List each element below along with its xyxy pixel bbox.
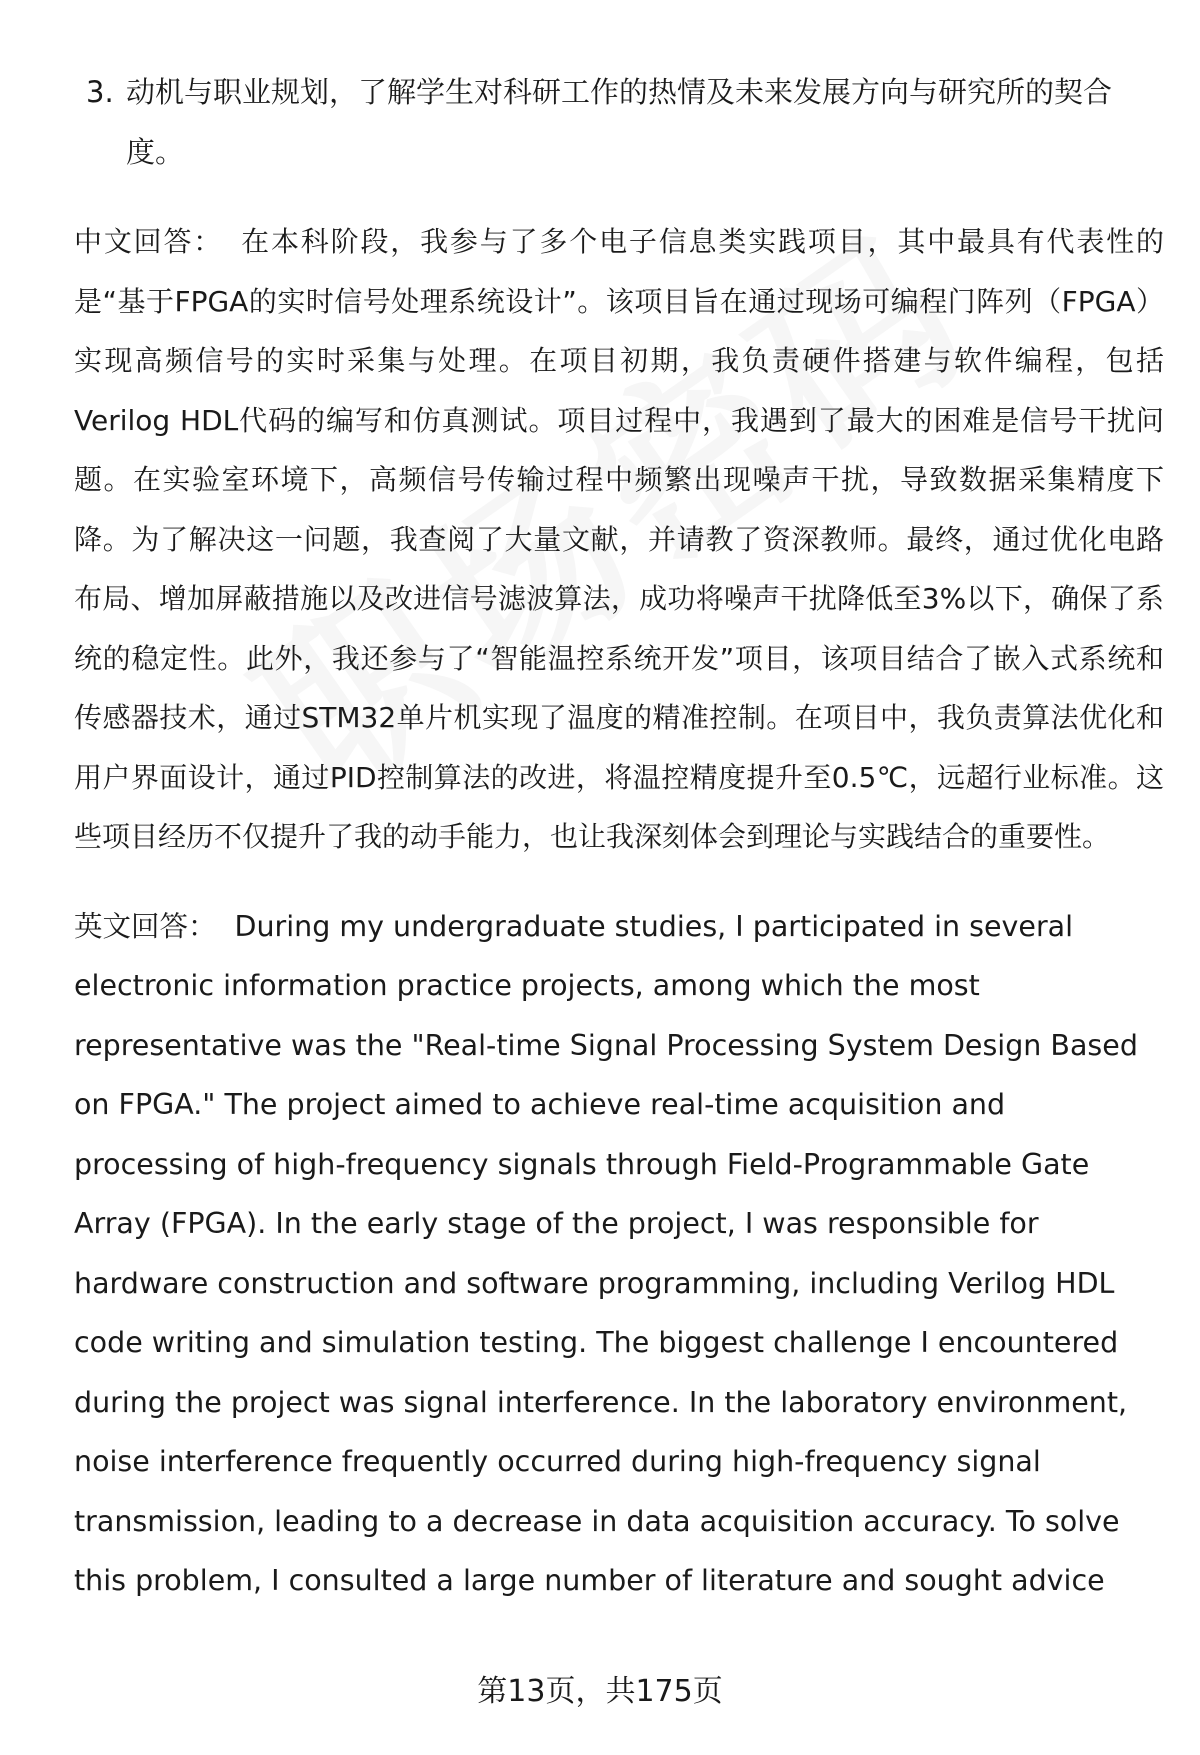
chinese-answer-label: 中文回答：	[74, 225, 224, 258]
english-answer-label: 英文回答：	[74, 909, 217, 943]
page-footer: 第13页，共175页	[477, 1674, 723, 1709]
question-text: 动机与职业规划，了解学生对科研工作的热情及未来发展方向与研究所的契合度。	[126, 75, 1113, 169]
question-item-3	[74, 62, 1164, 182]
english-answer-text: During my undergraduate studies, I participated in several electronic information practice projects, among which the most representative was the "Real-time Signal Processing System Design Based on FPGA." The project aimed to achieve real-time acquisition and processing of high-frequency signals through Field-Programmable Gate Array (FPGA). In the early stage of the project, I was responsible for hardware construction and software programming, including Verilog HDL code writing and simulation testing. The biggest challenge I encountered during the project was signal interference. In the laboratory environment, noise interference frequently occurred during high-frequency signal transmission, leading to a decrease in data acquisition accuracy. To solve this problem, I consulted a large number of literature and sought advice	[74, 909, 1138, 1597]
question-number: 3.	[86, 75, 114, 109]
chinese-answer-paragraph	[74, 212, 1164, 867]
english-answer-paragraph	[74, 897, 1164, 1611]
document-body	[74, 62, 1164, 1641]
chinese-answer-text: 在本科阶段，我参与了多个电子信息类实践项目，其中最具有代表性的是“基于FPGA的实时信号处理系统设计”。该项目旨在通过现场可编程门阵列（FPGA）实现高频信号的实时采集与处理。在项目初期，我负责硬件搭建与软件编程，包括Verilog HDL代码的编写和仿真测试。项目过程中，我遇到了最大的困难是信号干扰问题。在实验室环境下，高频信号传输过程中频繁出现噪声干扰，导致数据采集精度下降。为了解决这一问题，我查阅了大量文献，并请教了资深教师。最终，通过优化电路布局、增加屏蔽措施以及改进信号滤波算法，成功将噪声干扰降低至3%以下，确保了系统的稳定性。此外，我还参与了“智能温控系统开发”项目，该项目结合了嵌入式系统和传感器技术，通过STM32单片机实现了温度的精准控制。在项目中，我负责算法优化和用户界面设计，通过PID控制算法的改进，将温控精度提升至0.5℃，远超行业标准。这些项目经历不仅提升了我的动手能力，也让我深刻体会到理论与实践结合的重要性。	[74, 225, 1164, 853]
